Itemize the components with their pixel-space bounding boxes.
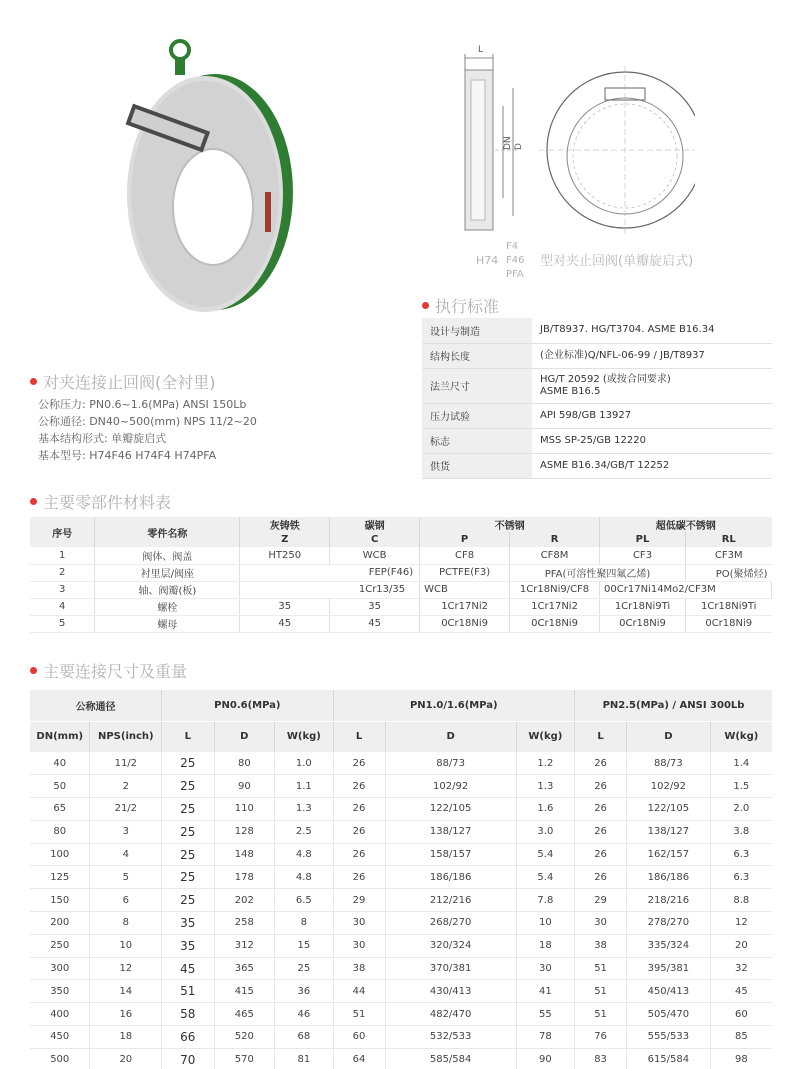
cell: 312 — [214, 934, 275, 957]
cell: 0Cr18Ni9 — [420, 615, 510, 632]
col-header-pn1016: PN1.0/1.6(MPa) — [333, 690, 575, 721]
cell: 11/2 — [90, 752, 162, 775]
table-row — [422, 318, 772, 343]
cell: 3 — [30, 581, 95, 598]
cell: 1Cr18Ni9Ti — [685, 598, 771, 615]
cell: 45 — [240, 615, 330, 632]
cell: 1Cr13/35 — [240, 581, 420, 598]
cell: 66 — [162, 1026, 214, 1049]
cell: 51 — [575, 980, 627, 1003]
cell: 1Cr17Ni2 — [510, 598, 600, 615]
cell: 500 — [30, 1048, 90, 1069]
cell: 158/157 — [385, 843, 516, 866]
cell: 1.1 — [275, 775, 333, 798]
cell: 26 — [575, 798, 627, 821]
cell: 5.4 — [516, 866, 574, 889]
table-row — [30, 843, 772, 866]
cell: 15 — [275, 934, 333, 957]
cell: 螺母 — [95, 615, 240, 632]
cell: 335/324 — [627, 934, 711, 957]
dimensions-table — [30, 690, 772, 1069]
cell: 1.3 — [516, 775, 574, 798]
cell: 450/413 — [627, 980, 711, 1003]
cell: 450 — [30, 1026, 90, 1049]
cell: 268/270 — [385, 912, 516, 935]
subcode: PFA — [506, 269, 524, 280]
cell: 25 — [162, 889, 214, 912]
cell: 8.8 — [710, 889, 772, 912]
cell: 70 — [162, 1048, 214, 1069]
cell: 2.0 — [710, 798, 772, 821]
cell: 125 — [30, 866, 90, 889]
cell: 1 — [30, 547, 95, 564]
col-code: R — [510, 532, 600, 547]
cell: 29 — [333, 889, 385, 912]
table-row — [30, 820, 772, 843]
table-row — [30, 547, 772, 564]
cell: 30 — [516, 957, 574, 980]
cell: 102/92 — [385, 775, 516, 798]
col-code: Z — [240, 532, 330, 547]
table-header-row — [30, 690, 772, 721]
cell: 58 — [162, 1003, 214, 1026]
col-subheader: L — [333, 721, 385, 752]
table-row — [422, 403, 772, 428]
cell: 7.8 — [516, 889, 574, 912]
cell: 44 — [333, 980, 385, 1003]
product-name: 型对夹止回阀(单瓣旋启式) — [540, 254, 694, 269]
cell: 122/105 — [627, 798, 711, 821]
col-code: RL — [685, 532, 771, 547]
cell: 26 — [333, 866, 385, 889]
cell: 258 — [214, 912, 275, 935]
cell: 轴、阀瓣(板) — [95, 581, 240, 598]
cell: 25 — [162, 866, 214, 889]
cell: 6 — [90, 889, 162, 912]
materials-table — [30, 517, 772, 633]
cell: 430/413 — [385, 980, 516, 1003]
cell: 26 — [333, 775, 385, 798]
bullet-icon — [422, 302, 429, 309]
cell: 300 — [30, 957, 90, 980]
standard-value: JB/T8937. HG/T3704. ASME B16.34 — [532, 318, 772, 343]
model-subcodes — [506, 240, 524, 282]
table-row — [30, 598, 772, 615]
cell: 1Cr17Ni2 — [420, 598, 510, 615]
cell: 25 — [162, 775, 214, 798]
standard-value: (企业标准)Q/NFL-06-99 / JB/T8937 — [532, 343, 772, 368]
spec-line: 公称压力: PN0.6~1.6(MPa) ANSI 150Lb — [38, 398, 247, 411]
cell: 1Cr18Ni9/CF8 — [510, 581, 600, 598]
cell: 25 — [275, 957, 333, 980]
table-row — [422, 453, 772, 478]
cell: 1.5 — [710, 775, 772, 798]
col-header-part: 零件名称 — [95, 517, 240, 547]
col-code: P — [420, 532, 510, 547]
cell: 150 — [30, 889, 90, 912]
cell: 55 — [516, 1003, 574, 1026]
cell: 40 — [30, 752, 90, 775]
cell: 3 — [90, 820, 162, 843]
cell: 520 — [214, 1026, 275, 1049]
cell: 18 — [90, 1026, 162, 1049]
cell: 30 — [333, 934, 385, 957]
cell: 46 — [275, 1003, 333, 1026]
technical-drawing — [455, 50, 695, 250]
cell: 1.3 — [275, 798, 333, 821]
cell: 212/216 — [385, 889, 516, 912]
cell: CF8 — [420, 547, 510, 564]
cell: 186/186 — [385, 866, 516, 889]
cell: 0Cr18Ni9 — [510, 615, 600, 632]
col-subheader: D — [627, 721, 711, 752]
cell: 80 — [214, 752, 275, 775]
standard-key: 设计与制造 — [422, 318, 532, 343]
standard-value: MSS SP-25/GB 12220 — [532, 428, 772, 453]
cell: 202 — [214, 889, 275, 912]
cell: 45 — [330, 615, 420, 632]
cell: 128 — [214, 820, 275, 843]
standard-key: 法兰尺寸 — [422, 368, 532, 403]
cell: 415 — [214, 980, 275, 1003]
standard-value: ASME B16.34/GB/T 12252 — [532, 453, 772, 478]
table-row — [30, 1003, 772, 1026]
cell — [772, 581, 773, 598]
cell: 400 — [30, 1003, 90, 1026]
cell: WCB — [330, 547, 420, 564]
cell: 26 — [575, 752, 627, 775]
cell: CF8M — [510, 547, 600, 564]
col-subheader: L — [575, 721, 627, 752]
cell: 26 — [333, 843, 385, 866]
cell: 25 — [162, 820, 214, 843]
cell: 36 — [275, 980, 333, 1003]
cell: 3.0 — [516, 820, 574, 843]
cell: 16 — [90, 1003, 162, 1026]
cell: 26 — [575, 866, 627, 889]
cell: 6.3 — [710, 843, 772, 866]
table-row — [30, 581, 772, 598]
cell: PFA(可溶性聚四氟乙烯) — [510, 564, 686, 581]
cell: 20 — [710, 934, 772, 957]
cell: 162/157 — [627, 843, 711, 866]
drawing-label-dn: DN — [503, 136, 513, 150]
cell: 2 — [90, 775, 162, 798]
cell: 51 — [575, 1003, 627, 1026]
cell: 88/73 — [385, 752, 516, 775]
cell: 5 — [30, 615, 95, 632]
cell: 阀体、阀盖 — [95, 547, 240, 564]
col-code: C — [330, 532, 420, 547]
cell: CF3M — [685, 547, 771, 564]
cell: 4.8 — [275, 843, 333, 866]
cell: 29 — [575, 889, 627, 912]
cell: 98 — [710, 1048, 772, 1069]
cell: 122/105 — [385, 798, 516, 821]
cell: 25 — [162, 843, 214, 866]
cell: 51 — [333, 1003, 385, 1026]
cell: 370/381 — [385, 957, 516, 980]
cell: 100 — [30, 843, 90, 866]
col-subheader: L — [162, 721, 214, 752]
cell: 80 — [30, 820, 90, 843]
cell: 12 — [90, 957, 162, 980]
bullet-icon — [30, 667, 37, 674]
drawing-label-d: D — [514, 143, 524, 150]
cell: 138/127 — [627, 820, 711, 843]
table-row — [30, 980, 772, 1003]
cell: 1.0 — [275, 752, 333, 775]
cell: 38 — [575, 934, 627, 957]
cell: 4 — [90, 843, 162, 866]
standard-key: 标志 — [422, 428, 532, 453]
col-header-no: 序号 — [30, 517, 95, 547]
table-row — [30, 934, 772, 957]
col-header-gray-iron: 灰铸铁 — [240, 517, 330, 532]
cell: 32 — [710, 957, 772, 980]
cell: 45 — [710, 980, 772, 1003]
cell: 65 — [30, 798, 90, 821]
cell: 21/2 — [90, 798, 162, 821]
table-row — [422, 343, 772, 368]
cell: 555/533 — [627, 1026, 711, 1049]
standards-table — [422, 318, 772, 479]
cell: 25 — [162, 798, 214, 821]
subcode: F4 — [506, 241, 519, 252]
col-subheader: W(kg) — [710, 721, 772, 752]
cell: 38 — [333, 957, 385, 980]
model-code: H74 — [476, 254, 499, 267]
cell: 3.8 — [710, 820, 772, 843]
cell: 350 — [30, 980, 90, 1003]
cell: 90 — [516, 1048, 574, 1069]
cell: 26 — [575, 775, 627, 798]
cell: 138/127 — [385, 820, 516, 843]
cell: 5 — [90, 866, 162, 889]
col-subheader: D — [214, 721, 275, 752]
cell: 4 — [30, 598, 95, 615]
cell: 00Cr17Ni14Mo2/CF3M — [600, 581, 772, 598]
cell: 26 — [575, 843, 627, 866]
col-header-ultralow-carbon: 超低碳不锈钢 — [600, 517, 772, 532]
standard-key: 供货 — [422, 453, 532, 478]
col-header-pn06: PN0.6(MPa) — [162, 690, 333, 721]
cell: 10 — [90, 934, 162, 957]
cell: 615/584 — [627, 1048, 711, 1069]
cell: 20 — [90, 1048, 162, 1069]
table-row — [30, 615, 772, 632]
table-row — [30, 775, 772, 798]
drawing-caption — [470, 240, 770, 280]
cell: 90 — [214, 775, 275, 798]
standard-key: 压力试验 — [422, 403, 532, 428]
cell: 250 — [30, 934, 90, 957]
cell: 30 — [333, 912, 385, 935]
drawing-label-l: L — [478, 45, 484, 55]
table-row — [30, 798, 772, 821]
cell: 83 — [575, 1048, 627, 1069]
cell: 45 — [162, 957, 214, 980]
cell: 51 — [162, 980, 214, 1003]
cell: 465 — [214, 1003, 275, 1026]
table-row — [30, 564, 772, 581]
cell: 26 — [333, 752, 385, 775]
cell: PO(聚烯烃) — [685, 564, 771, 581]
dimensions-title: 主要连接尺寸及重量 — [30, 659, 187, 682]
cell: 278/270 — [627, 912, 711, 935]
cell: 1.6 — [516, 798, 574, 821]
table-row — [30, 1048, 772, 1069]
cell: 532/533 — [385, 1026, 516, 1049]
cell: 81 — [275, 1048, 333, 1069]
bullet-icon — [30, 378, 37, 385]
cell: 88/73 — [627, 752, 711, 775]
cell: 2.5 — [275, 820, 333, 843]
cell: 365 — [214, 957, 275, 980]
cell: 18 — [516, 934, 574, 957]
cell: 35 — [330, 598, 420, 615]
cell: 12 — [710, 912, 772, 935]
cell: 26 — [575, 820, 627, 843]
cell: 148 — [214, 843, 275, 866]
cell: 0Cr18Ni9 — [685, 615, 771, 632]
table-row — [30, 912, 772, 935]
bullet-icon — [30, 498, 37, 505]
col-header-nominal: 公称通径 — [30, 690, 162, 721]
cell: 螺栓 — [95, 598, 240, 615]
cell: 60 — [710, 1003, 772, 1026]
cell: 35 — [240, 598, 330, 615]
cell: 10 — [516, 912, 574, 935]
cell: 51 — [575, 957, 627, 980]
spec-line: 基本型号: H74F46 H74F4 H74PFA — [38, 449, 217, 462]
cell: 102/92 — [627, 775, 711, 798]
col-header-carbon-steel: 碳钢 — [330, 517, 420, 532]
table-row — [30, 1026, 772, 1049]
cell: FEP(F46) — [240, 564, 420, 581]
cell: 186/186 — [627, 866, 711, 889]
cell: 4.8 — [275, 866, 333, 889]
table-header-row — [30, 517, 772, 532]
cell: 0Cr18Ni9 — [600, 615, 686, 632]
cell: 8 — [275, 912, 333, 935]
standard-value: API 598/GB 13927 — [532, 403, 772, 428]
col-header-pn25: PN2.5(MPa) / ANSI 300Lb — [575, 690, 772, 721]
cell: 85 — [710, 1026, 772, 1049]
standard-value: HG/T 20592 (或按合同要求) ASME B16.5 — [532, 368, 772, 403]
col-subheader: DN(mm) — [30, 721, 90, 752]
standard-key: 结构长度 — [422, 343, 532, 368]
col-header-stainless: 不锈钢 — [420, 517, 600, 532]
intro-specs — [38, 396, 257, 464]
cell: 6.5 — [275, 889, 333, 912]
cell: 5.4 — [516, 843, 574, 866]
cell: 26 — [333, 820, 385, 843]
cell: 110 — [214, 798, 275, 821]
table-row — [422, 428, 772, 453]
cell: 320/324 — [385, 934, 516, 957]
cell: 1Cr18Ni9Ti — [600, 598, 686, 615]
cell: 衬里层/阀座 — [95, 564, 240, 581]
cell: 68 — [275, 1026, 333, 1049]
cell: 76 — [575, 1026, 627, 1049]
valve-product-image — [95, 32, 315, 312]
cell: 64 — [333, 1048, 385, 1069]
cell: 41 — [516, 980, 574, 1003]
col-subheader: W(kg) — [275, 721, 333, 752]
cell: 26 — [333, 798, 385, 821]
col-code: PL — [600, 532, 686, 547]
table-row — [30, 752, 772, 775]
cell: 200 — [30, 912, 90, 935]
cell: 2 — [30, 564, 95, 581]
cell: PCTFE(F3) — [420, 564, 510, 581]
intro-title: 对夹连接止回阀(全衬里) — [30, 370, 216, 393]
cell: 25 — [162, 752, 214, 775]
cell: 78 — [516, 1026, 574, 1049]
col-subheader: D — [385, 721, 516, 752]
cell: 570 — [214, 1048, 275, 1069]
table-row — [30, 866, 772, 889]
cell: 178 — [214, 866, 275, 889]
subcode: F46 — [506, 255, 525, 266]
table-subheader-row — [30, 721, 772, 752]
table-row — [422, 368, 772, 403]
spec-line: 基本结构形式: 单瓣旋启式 — [38, 432, 167, 445]
cell: 30 — [575, 912, 627, 935]
cell: WCB — [420, 581, 510, 598]
cell: CF3 — [600, 547, 686, 564]
cell: 1.2 — [516, 752, 574, 775]
cell: 482/470 — [385, 1003, 516, 1026]
standards-title: 执行标准 — [422, 294, 499, 317]
table-row — [30, 889, 772, 912]
cell: 218/216 — [627, 889, 711, 912]
table-row — [30, 957, 772, 980]
cell: 1.4 — [710, 752, 772, 775]
cell: 395/381 — [627, 957, 711, 980]
cell: 8 — [90, 912, 162, 935]
cell: 60 — [333, 1026, 385, 1049]
cell: 35 — [162, 934, 214, 957]
cell: HT250 — [240, 547, 330, 564]
materials-title: 主要零部件材料表 — [30, 490, 171, 513]
cell: 505/470 — [627, 1003, 711, 1026]
cell: 6.3 — [710, 866, 772, 889]
cell: 14 — [90, 980, 162, 1003]
col-subheader: NPS(inch) — [90, 721, 162, 752]
cell: 50 — [30, 775, 90, 798]
cell: 35 — [162, 912, 214, 935]
cell: 585/584 — [385, 1048, 516, 1069]
spec-line: 公称通径: DN40~500(mm) NPS 11/2~20 — [38, 415, 257, 428]
col-subheader: W(kg) — [516, 721, 574, 752]
